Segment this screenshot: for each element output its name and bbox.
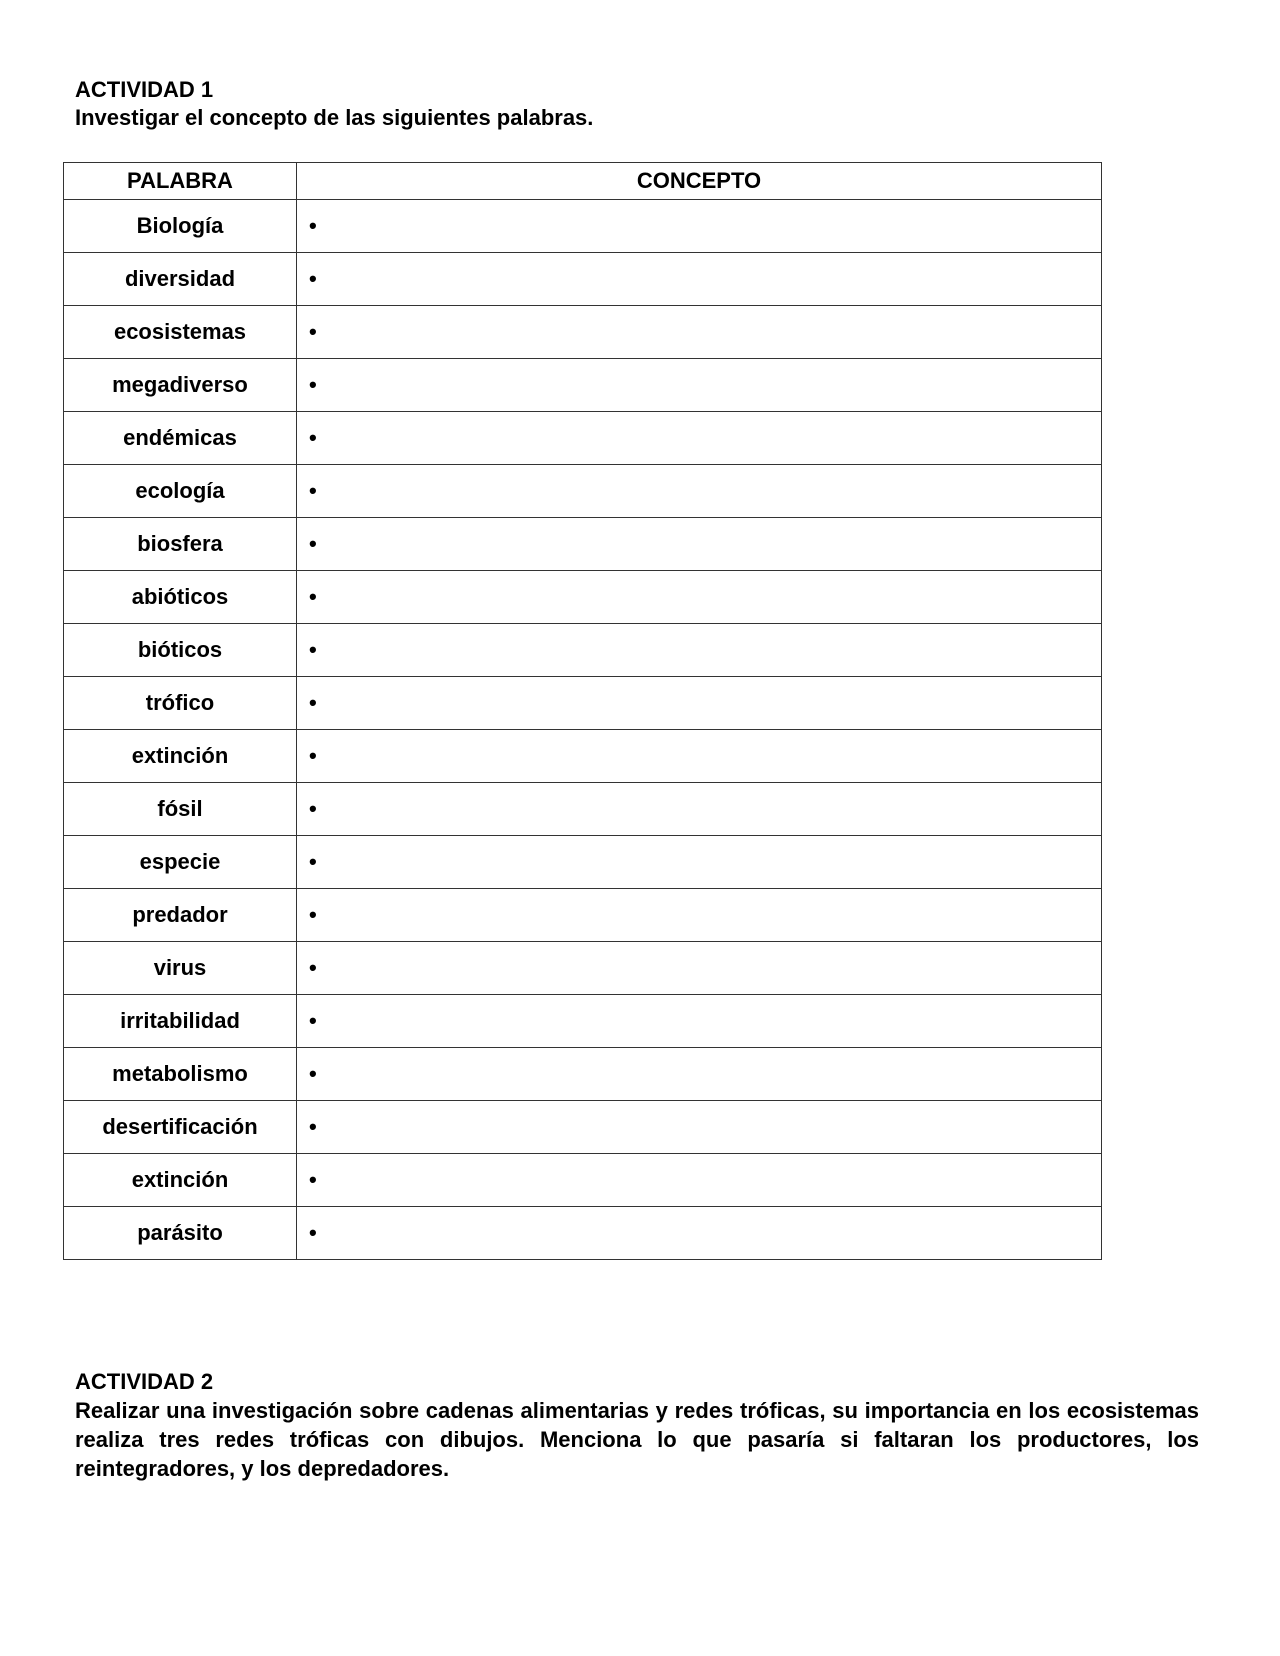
concept-cell: • bbox=[297, 1154, 1102, 1207]
word-cell: megadiverso bbox=[64, 359, 297, 412]
word-cell: diversidad bbox=[64, 253, 297, 306]
concept-cell: • bbox=[297, 359, 1102, 412]
concept-cell: • bbox=[297, 306, 1102, 359]
concept-cell: • bbox=[297, 465, 1102, 518]
concept-cell: • bbox=[297, 677, 1102, 730]
word-cell: extinción bbox=[64, 730, 297, 783]
concept-cell: • bbox=[297, 1101, 1102, 1154]
table-row bbox=[64, 730, 1102, 783]
concept-cell: • bbox=[297, 783, 1102, 836]
table-header-row bbox=[64, 163, 1102, 200]
table-row bbox=[64, 306, 1102, 359]
table-row bbox=[64, 1207, 1102, 1260]
vocabulary-table bbox=[63, 162, 1102, 1260]
table-row bbox=[64, 200, 1102, 253]
concept-cell: • bbox=[297, 730, 1102, 783]
concept-cell: • bbox=[297, 518, 1102, 571]
concept-cell: • bbox=[297, 571, 1102, 624]
header-concepto: CONCEPTO bbox=[297, 163, 1102, 200]
word-cell: ecosistemas bbox=[64, 306, 297, 359]
table-row bbox=[64, 359, 1102, 412]
word-cell: parásito bbox=[64, 1207, 297, 1260]
table-row bbox=[64, 783, 1102, 836]
word-cell: ecología bbox=[64, 465, 297, 518]
word-cell: Biología bbox=[64, 200, 297, 253]
concept-cell: • bbox=[297, 253, 1102, 306]
concept-cell: • bbox=[297, 412, 1102, 465]
word-cell: irritabilidad bbox=[64, 995, 297, 1048]
activity2-title: ACTIVIDAD 2 bbox=[75, 1369, 214, 1394]
word-cell: bióticos bbox=[64, 624, 297, 677]
activity1-instruction: Investigar el concepto de las siguientes palabras. bbox=[75, 105, 594, 130]
table-row bbox=[64, 836, 1102, 889]
table-row bbox=[64, 1101, 1102, 1154]
word-cell: predador bbox=[64, 889, 297, 942]
table-row bbox=[64, 1048, 1102, 1101]
concept-cell: • bbox=[297, 995, 1102, 1048]
table-row bbox=[64, 889, 1102, 942]
word-cell: endémicas bbox=[64, 412, 297, 465]
word-cell: extinción bbox=[64, 1154, 297, 1207]
word-cell: trófico bbox=[64, 677, 297, 730]
header-palabra: PALABRA bbox=[64, 163, 297, 200]
activity1-title: ACTIVIDAD 1 bbox=[75, 77, 214, 102]
table-row bbox=[64, 942, 1102, 995]
table-row bbox=[64, 1154, 1102, 1207]
word-cell: biosfera bbox=[64, 518, 297, 571]
table-row bbox=[64, 624, 1102, 677]
concept-cell: • bbox=[297, 942, 1102, 995]
concept-cell: • bbox=[297, 889, 1102, 942]
concept-cell: • bbox=[297, 200, 1102, 253]
concept-cell: • bbox=[297, 1207, 1102, 1260]
table-row bbox=[64, 995, 1102, 1048]
table-row bbox=[64, 571, 1102, 624]
table-row bbox=[64, 412, 1102, 465]
word-cell: abióticos bbox=[64, 571, 297, 624]
word-cell: virus bbox=[64, 942, 297, 995]
concept-cell: • bbox=[297, 1048, 1102, 1101]
table-row bbox=[64, 253, 1102, 306]
concept-cell: • bbox=[297, 836, 1102, 889]
word-cell: especie bbox=[64, 836, 297, 889]
word-cell: metabolismo bbox=[64, 1048, 297, 1101]
word-cell: fósil bbox=[64, 783, 297, 836]
table-row bbox=[64, 677, 1102, 730]
word-cell: desertificación bbox=[64, 1101, 297, 1154]
concept-cell: • bbox=[297, 624, 1102, 677]
table-row bbox=[64, 465, 1102, 518]
table-row bbox=[64, 518, 1102, 571]
activity2-instruction: Realizar una investigación sobre cadenas alimentarias y redes tróficas, su importancia en los ecosistemas realiza tres redes tróficas con dibujos. Menciona lo que pasaría si faltaran los productores, los reintegradores, y los depredadores. bbox=[75, 1398, 1199, 1481]
